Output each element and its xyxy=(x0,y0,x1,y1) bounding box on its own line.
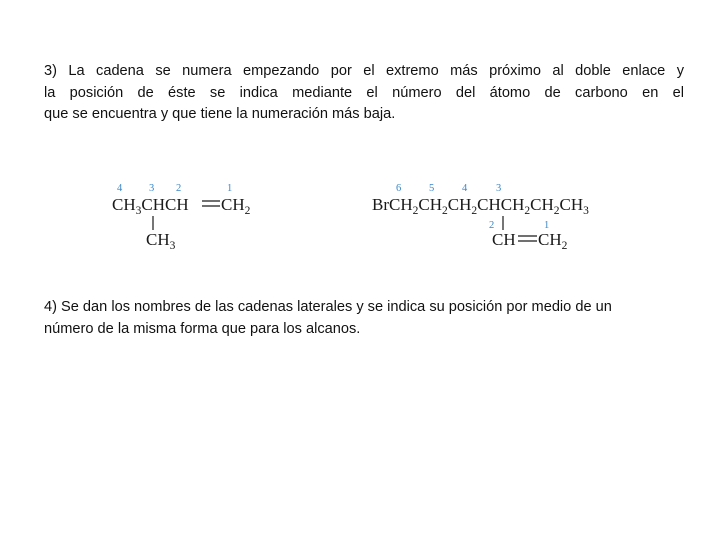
methyl-branch: $CH_3$ xyxy=(146,230,176,252)
carbon-number-3b: 3 xyxy=(496,183,502,194)
structure-2 xyxy=(372,183,589,252)
vinyl-ch: CH xyxy=(492,230,516,249)
main-chain-left: $CH_3CHCH$ xyxy=(112,195,189,217)
step-4-line-2: número de la misma forma que para los alcanos. xyxy=(44,320,361,337)
vinyl-ch2: $CH_2$ xyxy=(538,230,568,252)
step-3-line-1: 3) La cadena se numera empezando por el extremo más próximo al doble enlace y xyxy=(44,63,684,79)
bromo-main-chain: $BrCH_2CH_2CH_2CHCH_2CH_2CH_3$ xyxy=(372,195,589,217)
carbon-number-3: 3 xyxy=(149,183,155,194)
main-chain-right: $CH_2$ xyxy=(221,195,251,217)
step-4-paragraph xyxy=(44,297,684,340)
carbon-number-4: 4 xyxy=(117,183,123,194)
carbon-number-4b: 4 xyxy=(462,183,468,194)
step-3-line-2: la posición de éste se indica mediante el número del átomo de carbono en el xyxy=(44,84,684,101)
carbon-number-2b: 2 xyxy=(489,220,495,231)
step-3-line-3: que se encuentra y que tiene la numeración más baja. xyxy=(44,106,396,122)
structure-1 xyxy=(112,183,251,252)
carbon-number-6: 6 xyxy=(396,183,402,194)
carbon-number-5: 5 xyxy=(429,183,435,194)
step-4-line-1: 4) Se dan los nombres de las cadenas laterales y se indica su posición por medio de un xyxy=(44,299,612,315)
carbon-number-1: 1 xyxy=(227,183,233,194)
carbon-number-2: 2 xyxy=(176,183,182,194)
carbon-number-1b: 1 xyxy=(544,220,550,231)
